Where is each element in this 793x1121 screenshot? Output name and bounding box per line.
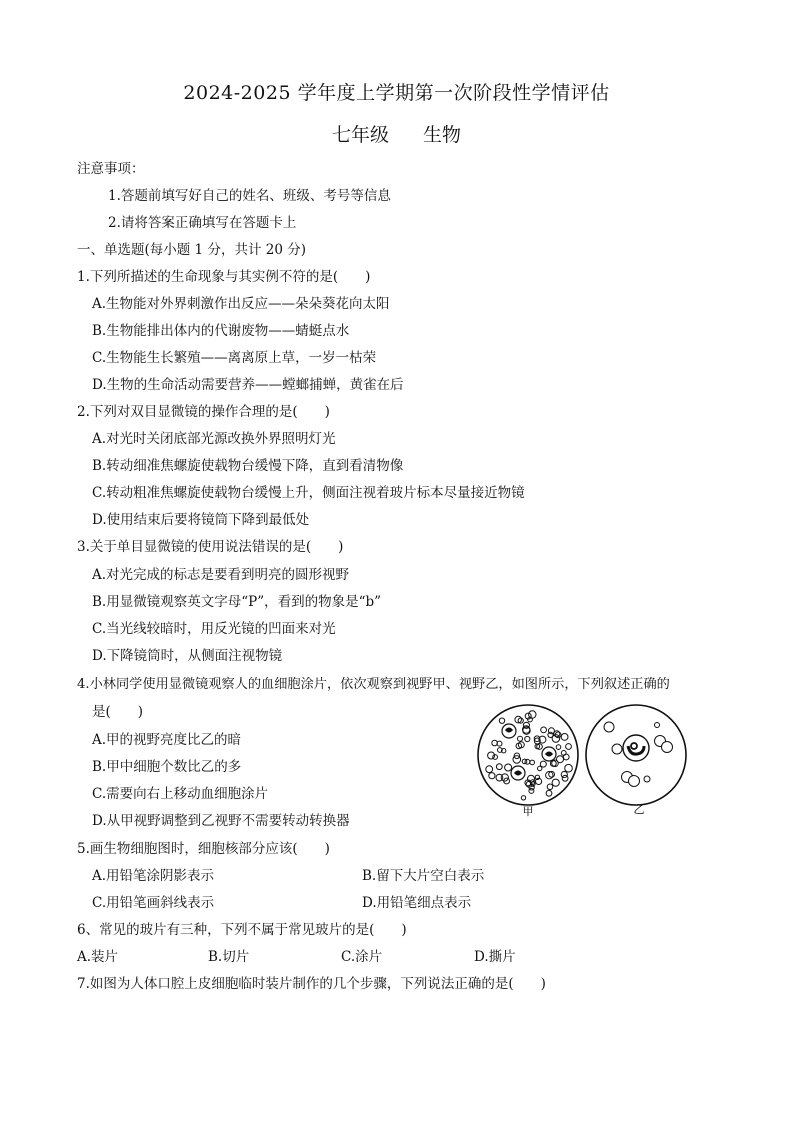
option: A.甲的视野亮度比乙的暗 <box>92 732 242 748</box>
option: A.对光时关闭底部光源改换外界照明灯光 <box>92 431 336 447</box>
option: D.生物的生命活动需要营养——螳螂捕蝉，黄雀在后 <box>92 377 404 393</box>
option: B.用显微镜观察英文字母“P”，看到的物象是“b” <box>92 594 382 610</box>
question-stem: 7.如图为人体口腔上皮细胞临时装片制作的几个步骤，下列说法正确的是( ) <box>77 976 546 992</box>
option: B.生物能排出体内的代谢废物——蜻蜓点水 <box>92 323 350 339</box>
question-stem: 4.小林同学使用显微镜观察人的血细胞涂片，依次观察到视野甲、视野乙，如图所示，下列叙述正确的 <box>77 677 670 692</box>
white-blood-cell <box>542 747 556 761</box>
option: D.撕片 <box>474 949 516 965</box>
question-stem: 2.下列对双目显微镜的操作合理的是( ) <box>77 404 330 420</box>
exam-subtitle <box>0 120 793 147</box>
notes-heading: 注意事项： <box>77 161 145 177</box>
field-jia <box>478 705 578 805</box>
option: A.生物能对外界刺激作出反应——朵朵葵花向太阳 <box>92 296 390 312</box>
question-stem-cont: 是( ) <box>92 704 144 720</box>
option: B.甲中细胞个数比乙的多 <box>92 759 242 775</box>
white-blood-cell <box>502 724 516 738</box>
option: B.留下大片空白表示 <box>362 868 485 884</box>
exam-title: 2024-2025 学年度上学期第一次阶段性学情评估 <box>183 82 610 104</box>
option: C.涂片 <box>341 949 383 965</box>
option: A.对光完成的标志是要看到明亮的圆形视野 <box>92 567 350 583</box>
option: A.用铅笔涂阴影表示 <box>92 868 215 884</box>
subject-label: 生物 <box>423 124 462 146</box>
notes-item: 2.请将答案正确填写在答题卡上 <box>108 215 297 231</box>
option: C.生物能生长繁殖——离离原上草，一岁一枯荣 <box>92 350 377 366</box>
option: D.用铅笔细点表示 <box>362 895 472 911</box>
option: D.使用结束后要将镜筒下降到最低处 <box>92 512 310 528</box>
question-stem: 1.下列所描述的生命现象与其实例不符的是( ) <box>77 269 371 285</box>
section-heading: 一、单选题(每小题 1 分，共计 20 分) <box>77 242 306 258</box>
option: C.当光线较暗时，用反光镜的凹面来对光 <box>92 621 336 637</box>
question-stem: 6、常见的玻片有三种，下列不属于常见玻片的是( ) <box>77 922 407 938</box>
option: C.用铅笔画斜线表示 <box>92 895 215 911</box>
option: B.切片 <box>208 949 250 965</box>
option: D.下降镜筒时，从侧面注视物镜 <box>92 648 283 664</box>
option: D.从甲视野调整到乙视野不需要转动转换器 <box>92 813 350 829</box>
question-stem: 3.关于单目显微镜的使用说法错误的是( ) <box>77 539 344 555</box>
notes-item: 1.答题前填写好自己的姓名、班级、考号等信息 <box>108 188 391 204</box>
grade-label: 七年级 <box>331 124 389 146</box>
field-label: 乙 <box>633 803 645 816</box>
option: C.转动粗准焦螺旋使载物台缓慢上升，侧面注视着玻片标本尽量接近物镜 <box>92 485 525 501</box>
white-blood-cell <box>511 766 525 780</box>
field-yi <box>586 705 686 805</box>
option: B.转动细准焦螺旋使载物台缓慢下降，直到看清物像 <box>92 458 404 474</box>
question-stem: 5.画生物细胞图时，细胞核部分应该( ) <box>77 841 330 857</box>
option: A.装片 <box>77 949 119 965</box>
microscope-field-figure <box>476 700 696 820</box>
option: C.需要向右上移动血细胞涂片 <box>92 786 269 802</box>
field-label: 甲 <box>522 805 534 818</box>
